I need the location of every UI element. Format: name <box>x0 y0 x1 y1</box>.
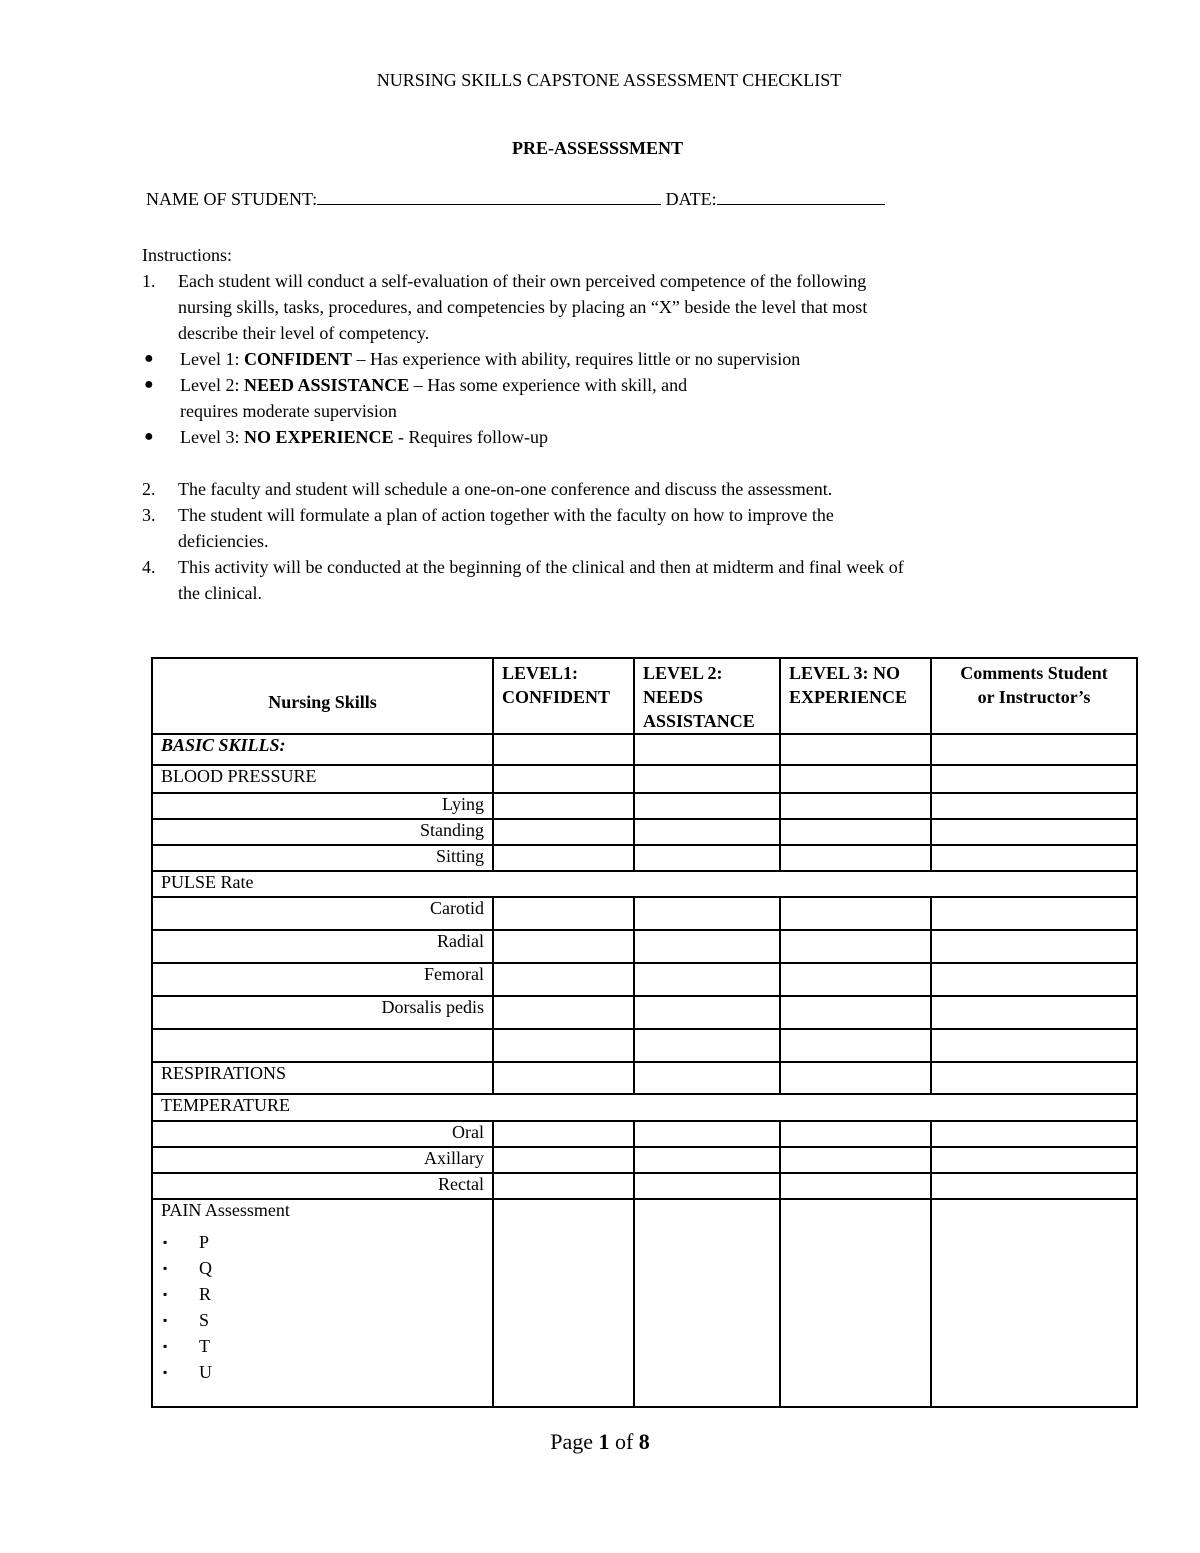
instructions <box>142 242 1062 606</box>
skill-sub-label: Oral <box>152 1121 493 1147</box>
page-current: 1 <box>598 1429 610 1454</box>
level-1-cell[interactable] <box>493 1062 634 1094</box>
level-1-cell[interactable] <box>493 897 634 930</box>
level-1-cell[interactable] <box>493 1121 634 1147</box>
level-3-cell[interactable] <box>780 1062 931 1094</box>
table-row <box>152 1062 1137 1094</box>
level-description: – Has some experience with skill, and <box>409 375 688 395</box>
level-3-cell[interactable] <box>780 1121 931 1147</box>
table-row <box>152 765 1137 793</box>
level-2-cell[interactable] <box>634 845 780 871</box>
name-label: NAME OF STUDENT: <box>146 189 318 209</box>
comment-cell[interactable] <box>931 1062 1137 1094</box>
comment-cell[interactable] <box>931 897 1137 930</box>
pain-item: ▪ S <box>161 1307 484 1333</box>
comment-cell[interactable] <box>931 1173 1137 1199</box>
level-1-cell[interactable] <box>493 996 634 1029</box>
level-2-cell[interactable] <box>634 1121 780 1147</box>
level-2-cell[interactable] <box>634 996 780 1029</box>
instruction-text: Each student will conduct a self-evaluation of their own perceived competence of the following <box>178 271 867 291</box>
level-3-cell[interactable] <box>780 1199 931 1407</box>
level-2-cell[interactable] <box>634 1062 780 1094</box>
level-prefix: Level 1: <box>180 349 244 369</box>
comment-cell[interactable] <box>931 1029 1137 1062</box>
table-row <box>152 1173 1137 1199</box>
level-1-cell[interactable] <box>493 845 634 871</box>
skill-label: BLOOD PRESSURE <box>152 765 493 793</box>
page-subtitle: PRE-ASSESSSMENT <box>511 138 684 158</box>
level-1-cell[interactable] <box>493 819 634 845</box>
skill-section-label: TEMPERATURE <box>152 1094 1137 1121</box>
level-2-cell[interactable] <box>634 793 780 819</box>
table-row <box>152 819 1137 845</box>
skill-sub-label: Femoral <box>152 963 493 996</box>
level-3-cell[interactable] <box>780 930 931 963</box>
bullet-icon: ● <box>144 350 154 367</box>
header-nursing-skills: Nursing Skills <box>152 658 493 734</box>
header-text: or Instructor’s <box>977 687 1091 707</box>
level-3-cell[interactable] <box>780 1173 931 1199</box>
comment-cell[interactable] <box>931 845 1137 871</box>
level-3-cell[interactable] <box>780 734 931 765</box>
item-number: 2. <box>142 479 156 499</box>
table-row <box>152 1199 1137 1407</box>
comment-cell[interactable] <box>931 1147 1137 1173</box>
skill-sub-label: Rectal <box>152 1173 493 1199</box>
pain-item: ▪ T <box>161 1333 484 1359</box>
level-name: NO EXPERIENCE <box>243 427 394 447</box>
comment-cell[interactable] <box>931 734 1137 765</box>
level-3-cell[interactable] <box>780 845 931 871</box>
level-2-cell[interactable] <box>634 963 780 996</box>
page-total: 8 <box>638 1429 650 1454</box>
level-2-cell[interactable] <box>634 1147 780 1173</box>
level-prefix: Level 3: <box>180 427 244 447</box>
skill-sub-label: Lying <box>152 793 493 819</box>
comment-cell[interactable] <box>931 819 1137 845</box>
level-3-cell[interactable] <box>780 819 931 845</box>
level-3-cell[interactable] <box>780 765 931 793</box>
skill-sub-label: Radial <box>152 930 493 963</box>
header-level-1 <box>493 658 634 734</box>
level-1-cell[interactable] <box>493 793 634 819</box>
comment-cell[interactable] <box>931 996 1137 1029</box>
skill-sub-label: Axillary <box>152 1147 493 1173</box>
header-text: CONFIDENT <box>502 687 611 707</box>
instruction-text: The student will formulate a plan of action together with the faculty on how to improve the <box>178 505 834 525</box>
header-text: EXPERIENCE <box>789 687 908 707</box>
pain-item: ▪ P <box>161 1229 484 1255</box>
level-2-cell[interactable] <box>634 897 780 930</box>
header-text: ASSISTANCE <box>643 711 755 731</box>
level-3-cell[interactable] <box>780 1029 931 1062</box>
header-text: Comments Student <box>960 663 1108 683</box>
pain-assessment-cell <box>152 1199 493 1407</box>
instruction-item-3 <box>142 502 1062 554</box>
header-text: LEVEL 3: NO <box>789 663 901 683</box>
table-row <box>152 1094 1137 1121</box>
skill-sub-label: Carotid <box>152 897 493 930</box>
header-text: NEEDS <box>643 687 704 707</box>
comment-cell[interactable] <box>931 1121 1137 1147</box>
table-row <box>152 845 1137 871</box>
level-3-cell[interactable] <box>780 1147 931 1173</box>
comment-cell[interactable] <box>931 793 1137 819</box>
instruction-item-1 <box>142 268 1062 346</box>
level-3-cell[interactable] <box>780 996 931 1029</box>
skill-label: BASIC SKILLS: <box>152 734 493 765</box>
bullet-icon: ● <box>144 428 154 445</box>
level-3-cell[interactable] <box>780 897 931 930</box>
table-row <box>152 793 1137 819</box>
instruction-item-4 <box>142 554 1062 606</box>
level-name: NEED ASSISTANCE <box>243 375 410 395</box>
skills-table <box>151 657 1138 1408</box>
skill-sub-label: Dorsalis pedis <box>152 996 493 1029</box>
level-1-cell[interactable] <box>493 765 634 793</box>
pain-item: ▪ U <box>161 1359 484 1385</box>
instructions-heading: Instructions: <box>142 245 232 265</box>
table-row <box>152 897 1137 930</box>
table-row <box>152 734 1137 765</box>
level-description: – Has experience with ability, requires little or no supervision <box>352 349 801 369</box>
instruction-text: describe their level of competency. <box>178 323 430 343</box>
pain-item: ▪ R <box>161 1281 484 1307</box>
table-row <box>152 1029 1137 1062</box>
of-word: of <box>614 1429 634 1454</box>
level-2-cell[interactable] <box>634 734 780 765</box>
table-row <box>152 996 1137 1029</box>
item-number: 3. <box>142 505 156 525</box>
header-text: LEVEL1: <box>502 663 579 683</box>
header-level-2 <box>634 658 780 734</box>
instruction-text: deficiencies. <box>178 531 269 551</box>
student-info-line <box>146 188 885 210</box>
comment-cell[interactable] <box>931 963 1137 996</box>
level-1-cell[interactable] <box>493 1029 634 1062</box>
level-2-cell[interactable] <box>634 1029 780 1062</box>
table-row <box>152 963 1137 996</box>
pain-item: ▪ Q <box>161 1255 484 1281</box>
table-row <box>152 1121 1137 1147</box>
level-1-cell[interactable] <box>493 734 634 765</box>
level-1-cell[interactable] <box>493 1147 634 1173</box>
level-1-cell[interactable] <box>493 1199 634 1407</box>
header-text: LEVEL 2: <box>643 663 723 683</box>
level-1-item <box>142 346 1062 372</box>
level-2-cell[interactable] <box>634 1199 780 1407</box>
comment-cell[interactable] <box>931 765 1137 793</box>
level-2-item <box>142 372 1062 424</box>
skill-label[interactable] <box>152 1029 493 1062</box>
comment-cell[interactable] <box>931 1199 1137 1407</box>
skill-sub-label: Sitting <box>152 845 493 871</box>
skill-label: PAIN Assessment <box>161 1200 290 1220</box>
level-description: requires moderate supervision <box>180 401 397 421</box>
page-word: Page <box>550 1429 593 1454</box>
item-number: 4. <box>142 557 156 577</box>
level-2-cell[interactable] <box>634 765 780 793</box>
level-name: CONFIDENT <box>243 349 352 369</box>
table-row <box>152 1147 1137 1173</box>
level-1-cell[interactable] <box>493 1173 634 1199</box>
bullet-icon: ● <box>144 376 154 393</box>
level-2-cell[interactable] <box>634 819 780 845</box>
pain-list <box>161 1229 484 1385</box>
level-1-cell[interactable] <box>493 963 634 996</box>
instruction-text: The faculty and student will schedule a one-on-one conference and discuss the assessment. <box>178 479 833 499</box>
instruction-text: the clinical. <box>178 583 262 603</box>
table-row <box>152 930 1137 963</box>
skill-sub-label: Standing <box>152 819 493 845</box>
instruction-text: This activity will be conducted at the beginning of the clinical and then at midterm and final week of <box>178 557 904 577</box>
table-row <box>152 871 1137 897</box>
skill-section-label: PULSE Rate <box>152 871 1137 897</box>
level-3-item <box>142 424 1062 450</box>
level-3-cell[interactable] <box>780 963 931 996</box>
level-prefix: Level 2: <box>180 375 244 395</box>
page-number <box>0 1429 1200 1455</box>
table-header-row <box>152 658 1137 734</box>
skill-label: RESPIRATIONS <box>152 1062 493 1094</box>
name-blank[interactable] <box>317 188 661 205</box>
comment-cell[interactable] <box>931 930 1137 963</box>
instruction-item-2 <box>142 476 1062 502</box>
level-2-cell[interactable] <box>634 930 780 963</box>
instruction-text: nursing skills, tasks, procedures, and competencies by placing an “X” beside the level that most <box>178 297 868 317</box>
header-level-3 <box>780 658 931 734</box>
date-label: DATE: <box>665 189 717 209</box>
date-blank[interactable] <box>717 188 885 205</box>
level-2-cell[interactable] <box>634 1173 780 1199</box>
level-description: - Requires follow-up <box>393 427 548 447</box>
header-comments <box>931 658 1137 734</box>
item-number: 1. <box>142 271 156 291</box>
page-title: NURSING SKILLS CAPSTONE ASSESSMENT CHECKLIST <box>376 70 842 90</box>
level-3-cell[interactable] <box>780 793 931 819</box>
level-1-cell[interactable] <box>493 930 634 963</box>
